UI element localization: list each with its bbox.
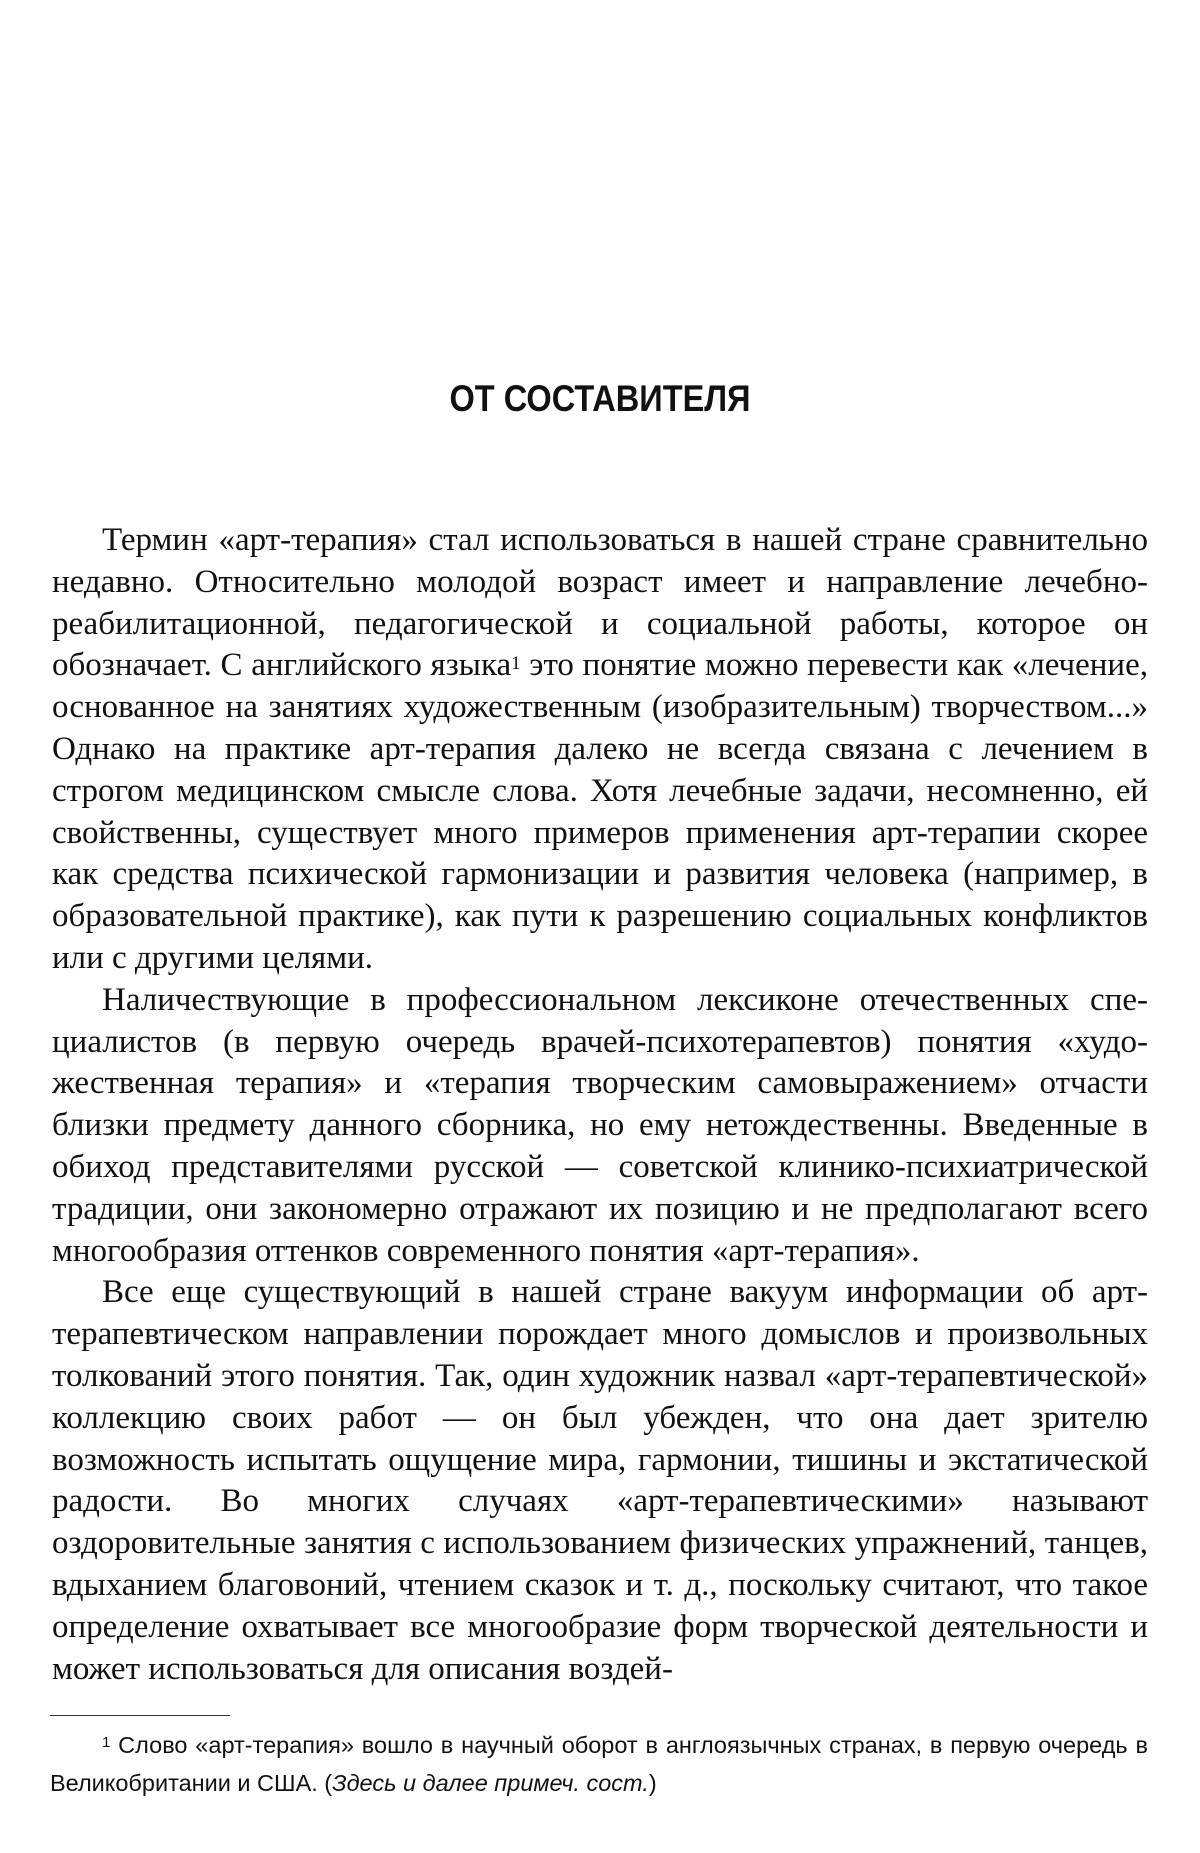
footnote — [50, 1726, 1148, 1802]
footnote-divider — [50, 1715, 230, 1716]
footnote-mark: 1 — [102, 1734, 111, 1751]
footnote-close-paren: ) — [648, 1770, 657, 1796]
paragraph-1-text-end: это понятие можно перевести как «лечение, основанное на занятиях художественным (изобразительным) творчеством...» Однако на практике арт-терапия далеко не всегда связана с лечением в строгом медицинском смысле слова. Хотя лечебные задачи, несомненно, ей свойственны, существует много примеров применения арт-терапии скорее как средства психической гармонизации и развития человека (например, в образовательной практике), как пути к разрешению социальных конфликтов или с другими целями. — [52, 647, 1148, 976]
body-text — [52, 520, 1148, 1690]
paragraph-1 — [52, 520, 1148, 980]
footnote-italic-note: Здесь и далее примеч. сост. — [332, 1770, 649, 1796]
section-title: ОТ СОСТАВИТЕЛЯ — [449, 378, 751, 419]
paragraph-3: Все еще существующий в нашей стране вакуум информации об арттерапевтическом направлении порождает много домыслов и произвольных толкований этого понятия. Так, один художник назвал «арт-терапевтической» коллекцию своих работ — он был убежден, что она дает зрителю возможность испытать ощущение мира, гармонии, тишины и экстатической радости. Во многих случаях «арт-терапевтическими» называют оздоровительные занятия с использованием физических упражнений, танцев, вдыханием благовоний, чтением сказок и т. д., поскольку считают, что такое определение охватывает все многообразие форм творческой деятельности и может использоваться для описания воздей- — [52, 1274, 1148, 1687]
paragraph-2: Наличествующие в профессиональном лексиконе отечественных специалистов (в первую очередь врачей-психотерапевтов) понятия «художественная терапия» и «терапия творческим самовыражением» отчасти близки предмету данного сборника, но ему нетождественны. Введенные в обиход представителями русской — советской клинико-психиатрической традиции, они закономерно отражают их позицию и не предполагают всего многообразия оттенков современного понятия «арт-терапия». — [52, 981, 1148, 1269]
footnote-text: Слово «арт-терапия» вошло в научный оборот в англоязычных странах, в первую очередь в Великобритании и США. ( — [50, 1732, 1148, 1796]
footnote-reference: 1 — [511, 653, 521, 675]
paragraph-1-text-start: Термин «арт-терапия» стал использоваться в нашей стране сравнительно недавно. Относительно молодой возраст имеет и направление лечебно-реабилитационной, педагогической и социальной работы, которое он обозначает. С английского языка — [52, 522, 1148, 684]
